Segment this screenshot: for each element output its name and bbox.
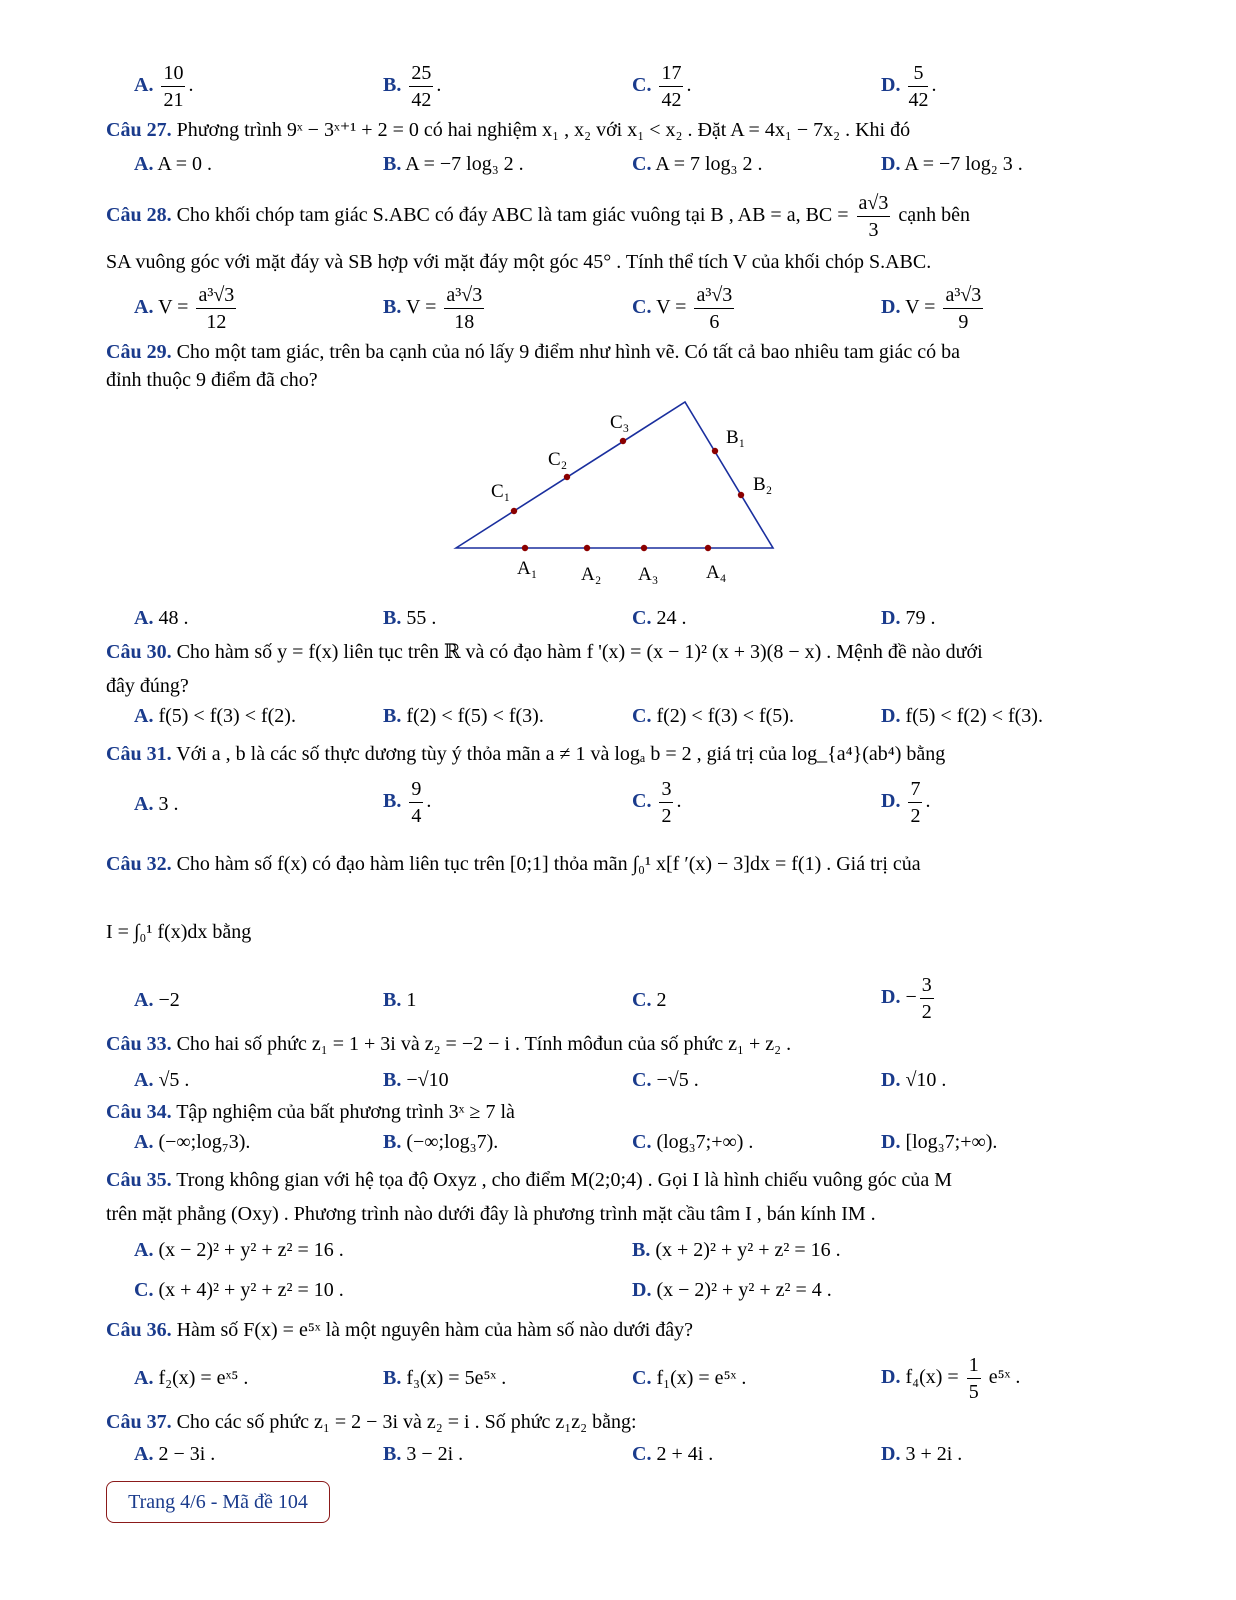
q32-stem-line2: I = ∫₀¹ f(x)dx bằng: [106, 921, 252, 943]
point-a4: [705, 545, 711, 551]
q36-option-a: A. f₂(x) = eˣ⁵ .: [134, 1367, 249, 1389]
q36-option-d: D. f₄(x) = $\frac{1}{5}$ e⁵ˣ .: [881, 1354, 1021, 1403]
q36-stem: Câu 36. Hàm số F(x) = e⁵ˣ là một nguyên hàm của hàm số nào dưới đây?: [106, 1319, 694, 1341]
q35-stem-line1: Câu 35. Trong không gian với hệ tọa độ Oxyz , cho điểm M(2;0;4) . Gọi I là hình chiếu vuông góc của M: [106, 1169, 953, 1191]
label-a3: A₃: [638, 564, 659, 585]
option-letter: C.: [632, 74, 652, 97]
q35-option-d: D. (x − 2)² + y² + z² = 4 .: [632, 1279, 832, 1301]
q35-option-a: A. (x − 2)² + y² + z² = 16 .: [134, 1239, 344, 1261]
q28-option-b: B. V = $\frac{\text{a³√3}}{18}$: [383, 284, 483, 333]
q33-option-a: A. √5 .: [134, 1069, 190, 1091]
q33-option-d: D. √10 .: [881, 1069, 947, 1091]
q29-stem-line2: đỉnh thuộc 9 điểm đã cho?: [106, 369, 318, 391]
point-a1: [522, 545, 528, 551]
q32-option-c: C. 2: [632, 989, 667, 1011]
option-letter: B.: [383, 1443, 402, 1465]
label-c3: C₃: [610, 412, 630, 433]
q31-option-b: B. $\frac{9}{4}$ .: [383, 778, 432, 827]
option-letter: D.: [881, 1366, 901, 1389]
option-letter: C.: [632, 1131, 652, 1153]
option-letter: C.: [632, 607, 652, 629]
option-letter: A.: [134, 1367, 154, 1389]
q31-option-d: D. $\frac{7}{2}$ .: [881, 778, 931, 827]
option-letter: B.: [383, 153, 402, 175]
q29-option-c: C. 24 .: [632, 607, 687, 629]
option-letter: A.: [134, 793, 154, 815]
option-letter: A.: [134, 1239, 154, 1261]
label-b1: B₁: [726, 427, 746, 448]
label-a1: A₁: [517, 558, 538, 579]
q37-option-c: C. 2 + 4i .: [632, 1443, 714, 1465]
option-letter: B.: [383, 296, 402, 319]
q28-option-a: A. V = $\frac{\text{a³√3}}{12}$: [134, 284, 235, 333]
option-letter: B.: [383, 1367, 402, 1389]
q37-stem: Câu 37. Cho các số phức z₁ = 2 − 3i và z₂ = i . Số phức z₁z₂ bằng:: [106, 1411, 637, 1433]
label-c1: C₁: [491, 481, 511, 502]
q33-stem: Câu 33. Cho hai số phức z₁ = 1 + 3i và z₂ = −2 − i . Tính môđun của số phức z₁ + z₂ .: [106, 1033, 792, 1055]
option-letter: A.: [134, 607, 154, 629]
q30-option-a: A. f(5) < f(3) < f(2).: [134, 705, 296, 727]
q29-option-d: D. 79 .: [881, 607, 936, 629]
option-letter: A.: [134, 989, 154, 1011]
q29-triangle-figure: [440, 395, 800, 595]
q27-option-d: D. A = −7 log₂ 3 .: [881, 153, 1023, 175]
option-letter: C.: [632, 153, 652, 175]
q34-option-c: C. (log₃7;+∞) .: [632, 1131, 754, 1153]
point-b1: [712, 448, 718, 454]
q29-stem-line1: Câu 29. Cho một tam giác, trên ba cạnh của nó lấy 9 điểm như hình vẽ. Có tất cả bao nhiêu tam giác có ba: [106, 341, 960, 363]
q34-option-b: B. (−∞;log₃7).: [383, 1131, 499, 1153]
q26-option-a: A. $\frac{10}{21}$ .: [134, 62, 194, 111]
option-letter: D.: [881, 986, 901, 1009]
q31-option-a: A. 3 .: [134, 793, 179, 815]
point-c3: [620, 438, 626, 444]
q34-option-d: D. [log₃7;+∞).: [881, 1131, 998, 1153]
option-letter: D.: [881, 153, 901, 175]
option-letter: C.: [632, 1367, 652, 1389]
q35-stem-line2: trên mặt phẳng (Oxy) . Phương trình nào dưới đây là phương trình mặt cầu tâm I , bán kính IM .: [106, 1203, 876, 1225]
label-a2: A₂: [581, 564, 602, 585]
option-letter: B.: [632, 1239, 651, 1261]
option-letter: D.: [632, 1279, 652, 1301]
option-letter: A.: [134, 74, 154, 97]
option-letter: A.: [134, 1131, 154, 1153]
option-letter: D.: [881, 1069, 901, 1091]
q27-option-a: A. A = 0 .: [134, 153, 212, 175]
option-letter: A.: [134, 1069, 154, 1091]
option-letter: C.: [632, 989, 652, 1011]
q26-option-c: C. $\frac{17}{42}$ .: [632, 62, 692, 111]
q31-stem: Câu 31. Với a , b là các số thực dương tùy ý thỏa mãn a ≠ 1 và logₐ b = 2 , giá trị của log_{a⁴}(ab⁴) bằng: [106, 743, 946, 765]
option-letter: D.: [881, 1443, 901, 1465]
q37-option-a: A. 2 − 3i .: [134, 1443, 216, 1465]
option-letter: B.: [383, 790, 402, 813]
label-a4: A₄: [706, 562, 727, 583]
q35-option-c: C. (x + 4)² + y² + z² = 10 .: [134, 1279, 344, 1301]
q32-stem-line1: Câu 32. Cho hàm số f(x) có đạo hàm liên tục trên [0;1] thỏa mãn ∫₀¹ x[f ′(x) − 3]dx = f(1) . Giá trị của: [106, 853, 921, 875]
point-a2: [584, 545, 590, 551]
option-letter: A.: [134, 705, 154, 727]
option-letter: D.: [881, 74, 901, 97]
q26-option-b: B. $\frac{25}{42}$ .: [383, 62, 442, 111]
option-letter: A.: [134, 296, 154, 319]
q30-option-d: D. f(5) < f(2) < f(3).: [881, 705, 1043, 727]
option-letter: D.: [881, 296, 901, 319]
q29-option-a: A. 48 .: [134, 607, 189, 629]
q30-stem-line2: đây đúng?: [106, 675, 189, 697]
option-letter: C.: [632, 1069, 652, 1091]
q36-option-c: C. f₁(x) = e⁵ˣ .: [632, 1367, 747, 1389]
option-letter: C.: [632, 1443, 652, 1465]
point-c1: [511, 508, 517, 514]
q30-option-b: B. f(2) < f(5) < f(3).: [383, 705, 544, 727]
q37-option-d: D. 3 + 2i .: [881, 1443, 963, 1465]
option-letter: B.: [383, 989, 402, 1011]
option-letter: B.: [383, 1069, 402, 1091]
q27-stem: Câu 27. Phương trình 9ˣ − 3ˣ⁺¹ + 2 = 0 có hai nghiệm x₁ , x₂ với x₁ < x₂ . Đặt A = 4x₁ − 7x₂ . Khi đó: [106, 119, 911, 141]
option-letter: D.: [881, 1131, 901, 1153]
q33-option-b: B. −√10: [383, 1069, 449, 1091]
q26-option-d: D. $\frac{5}{42}$ .: [881, 62, 937, 111]
option-letter: D.: [881, 607, 901, 629]
option-letter: B.: [383, 705, 402, 727]
point-c2: [564, 474, 570, 480]
q34-option-a: A. (−∞;log₇3).: [134, 1131, 251, 1153]
option-letter: A.: [134, 1443, 154, 1465]
option-letter: B.: [383, 607, 402, 629]
option-letter: C.: [632, 705, 652, 727]
q28-option-c: C. V = $\frac{\text{a³√3}}{6}$: [632, 284, 733, 333]
q32-option-a: A. −2: [134, 989, 180, 1011]
option-letter: D.: [881, 790, 901, 813]
q27-option-b: B. A = −7 log₃ 2 .: [383, 153, 524, 175]
page-footer: Trang 4/6 - Mã đề 104: [106, 1481, 330, 1523]
q28-stem-line1: Câu 28. Cho khối chóp tam giác S.ABC có đáy ABC là tam giác vuông tại B , AB = a, BC = $\frac{a√3}{3}$ cạnh bên: [106, 192, 971, 241]
q32-option-d: D. − $\frac{3}{2}$: [881, 974, 932, 1023]
q32-option-b: B. 1: [383, 989, 417, 1011]
q33-option-c: C. −√5 .: [632, 1069, 699, 1091]
q28-option-d: D. V = $\frac{\text{a³√3}}{9}$: [881, 284, 982, 333]
option-letter: C.: [632, 790, 652, 813]
label-c2: C₂: [548, 449, 568, 470]
q29-option-b: B. 55 .: [383, 607, 437, 629]
option-letter: C.: [134, 1279, 154, 1301]
q36-option-b: B. f₃(x) = 5e⁵ˣ .: [383, 1367, 507, 1389]
q31-option-c: C. $\frac{3}{2}$ .: [632, 778, 682, 827]
point-a3: [641, 545, 647, 551]
label-b2: B₂: [753, 474, 773, 495]
option-letter: C.: [632, 296, 652, 319]
q30-stem-line1: Câu 30. Cho hàm số y = f(x) liên tục trên ℝ và có đạo hàm f '(x) = (x − 1)² (x + 3)(8 − x) . Mệnh đề nào dưới: [106, 641, 983, 663]
q28-stem-line2: SA vuông góc với mặt đáy và SB hợp với mặt đáy một góc 45° . Tính thể tích V của khối chóp S.ABC.: [106, 251, 932, 273]
option-letter: B.: [383, 1131, 402, 1153]
q35-option-b: B. (x + 2)² + y² + z² = 16 .: [632, 1239, 841, 1261]
option-letter: B.: [383, 74, 402, 97]
option-letter: D.: [881, 705, 901, 727]
q37-option-b: B. 3 − 2i .: [383, 1443, 464, 1465]
point-b2: [738, 492, 744, 498]
option-letter: A.: [134, 153, 154, 175]
q34-stem: Câu 34. Tập nghiệm của bất phương trình 3ˣ ≥ 7 là: [106, 1101, 515, 1123]
q27-option-c: C. A = 7 log₃ 2 .: [632, 153, 763, 175]
q30-option-c: C. f(2) < f(3) < f(5).: [632, 705, 794, 727]
